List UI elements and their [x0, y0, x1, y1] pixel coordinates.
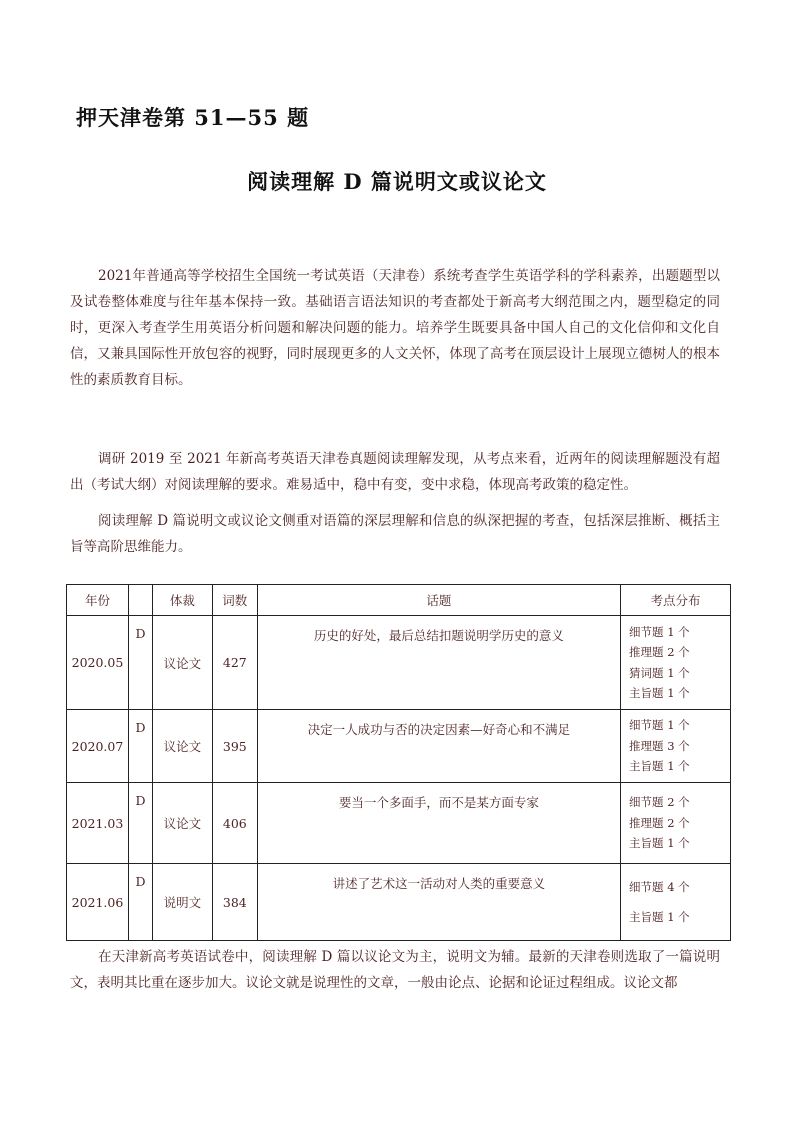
cell-year: 2020.07 [67, 710, 129, 783]
cell-year: 2021.03 [67, 783, 129, 864]
cell-points [621, 864, 731, 941]
cell-words: 427 [212, 616, 257, 710]
cell-letter: D [128, 616, 152, 710]
cell-topic: 历史的好处，最后总结扣题说明学历史的意义 [257, 616, 620, 710]
research-paragraph: 调研 2019 至 2021 年新高考英语天津卷真题阅读理解发现，从考点来看，近两年的阅读理解题没有超出（考试大纲）对阅读理解的要求。难易适中，稳中有变，变中求稳，体现高考政策的稳定性。 [70, 451, 720, 493]
cell-genre: 议论文 [152, 710, 212, 783]
cell-points [621, 710, 731, 783]
table-header-row [67, 585, 731, 616]
header-genre: 体裁 [152, 585, 212, 616]
cell-topic: 决定一人成功与否的决定因素—好奇心和不满足 [257, 710, 620, 783]
header-year: 年份 [67, 585, 129, 616]
header-letter [128, 585, 152, 616]
point-item: 推理题 2 个 [629, 645, 690, 659]
intro-paragraph: 2021年普通高等学校招生全国统一考试英语（天津卷）系统考查学生英语学科的学科素养，出题题型以及试卷整体难度与往年基本保持一致。基础语言语法知识的考查都处于新高考大纲范围之内，题型稳定的同时，更深入考查学生用英语分析问题和解决问题的能力。培养学生既要具备中国人自己的文化信仰和文化自信，又兼具国际性开放包容的视野，同时展现更多的人文关怀，体现了高考在顶层设计上展现立德树人的根本性的素质教育目标。 [70, 268, 720, 388]
cell-words: 384 [212, 864, 257, 941]
document-title: 押天津卷第 51—55 题 [76, 105, 310, 130]
point-item: 主旨题 1 个 [629, 836, 690, 851]
cell-topic: 讲述了艺术这一活动对人类的重要意义 [257, 864, 620, 941]
cell-letter: D [128, 783, 152, 864]
cell-topic: 要当一个多面手，而不是某方面专家 [257, 783, 620, 864]
cell-points [621, 616, 731, 710]
table-row [67, 710, 731, 783]
point-item: 主旨题 1 个 [629, 686, 690, 700]
cell-letter: D [128, 864, 152, 941]
header-words: 词数 [212, 585, 257, 616]
point-item: 推理题 3 个 [629, 738, 690, 753]
cell-genre: 说明文 [152, 864, 212, 941]
point-item: 细节题 4 个 [629, 879, 690, 894]
cell-words: 406 [212, 783, 257, 864]
point-item: 主旨题 1 个 [629, 759, 690, 774]
table-row [67, 864, 731, 941]
cell-letter: D [128, 710, 152, 783]
focus-paragraph: 阅读理解 D 篇说明文或议论文侧重对语篇的深层理解和信息的纵深把握的考查，包括深层推断、概括主旨等高阶思维能力。 [70, 513, 720, 555]
cell-genre: 议论文 [152, 616, 212, 710]
table-row [67, 616, 731, 710]
cell-words: 395 [212, 710, 257, 783]
genre-paragraph: 在天津新高考英语试卷中，阅读理解 D 篇以议论文为主，说明文为辅。最新的天津卷则选取了一篇说明文，表明其比重在逐步加大。议论文就是说理性的文章，一般由论点、论据和论证过程组成。议论文都 [70, 949, 720, 991]
cell-points [621, 783, 731, 864]
exam-summary-table [66, 584, 731, 941]
point-item: 猜词题 1 个 [629, 665, 690, 680]
header-topic: 话题 [257, 585, 620, 616]
header-points: 考点分布 [621, 585, 731, 616]
point-item: 细节题 1 个 [629, 624, 690, 639]
cell-year: 2021.06 [67, 864, 129, 941]
document-subtitle: 阅读理解 D 篇说明文或议论文 [247, 169, 547, 194]
cell-year: 2020.05 [67, 616, 129, 710]
point-item: 细节题 1 个 [629, 718, 690, 733]
cell-genre: 议论文 [152, 783, 212, 864]
point-item: 细节题 2 个 [629, 795, 690, 810]
point-item: 推理题 2 个 [629, 815, 690, 830]
point-item: 主旨题 1 个 [629, 910, 690, 924]
table-row [67, 783, 731, 864]
